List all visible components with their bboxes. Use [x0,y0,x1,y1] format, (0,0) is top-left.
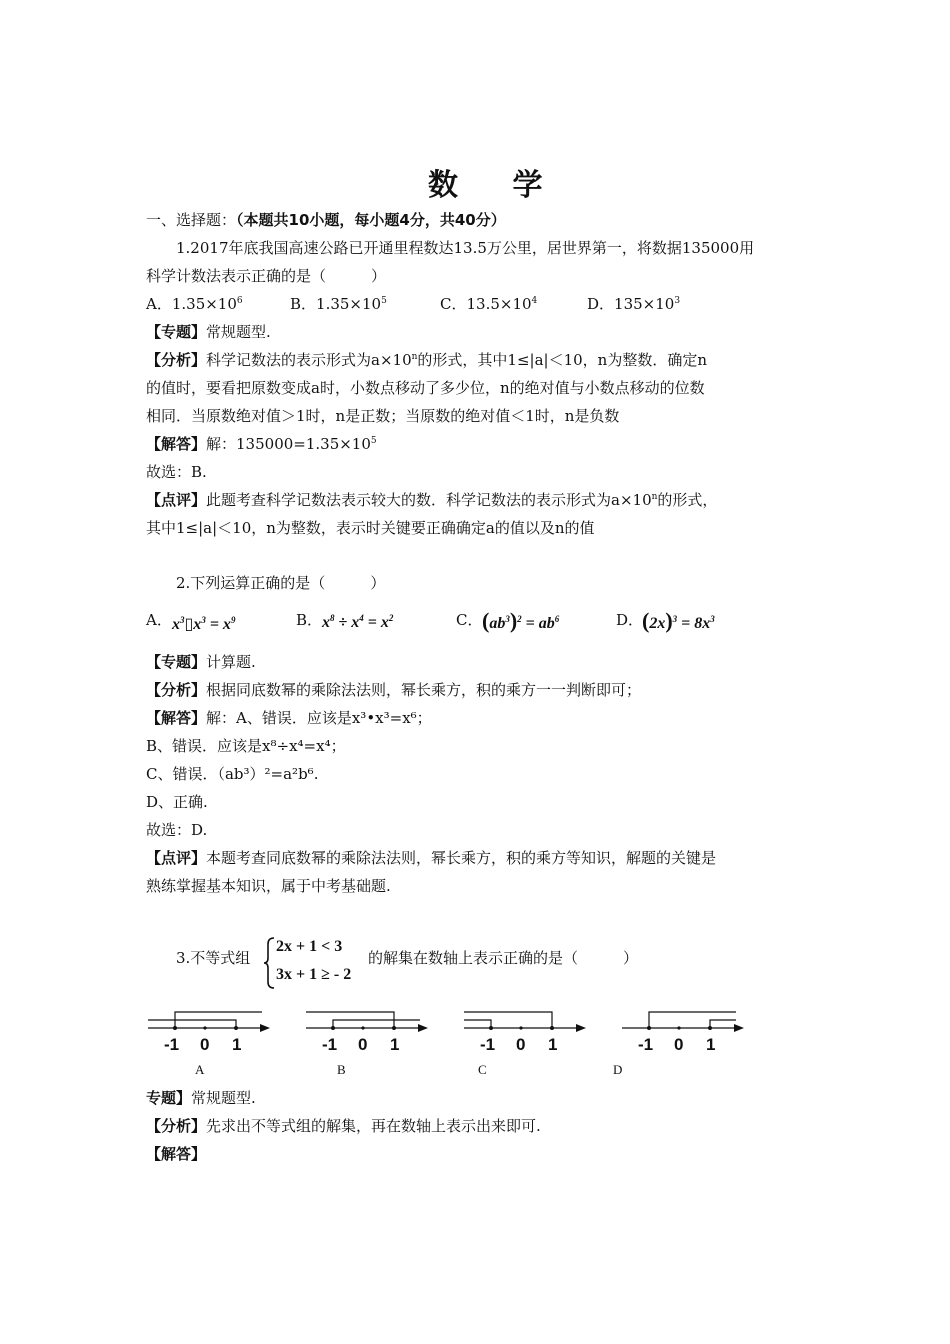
q3-option-a-letter: A [195,1062,205,1077]
q1-stem-line1: 1.2017年底我国高速公路已开通里程数达13.5万公里，居世界第一，将数据135000用 [176,239,755,257]
tick-label-a-neg1: -1 [164,1035,180,1054]
q2-option-d-label: D． [616,611,644,629]
q3-inequality-1: 2x + 1 < 3 [276,938,343,955]
q3-analysis: 【分析】先求出不等式组的解集，再在数轴上表示出来即可. [146,1117,541,1135]
q1-option-a: A．$1.35\times 10^6$ [146,295,243,313]
q2-answer-line2: B、错误．应该是x⁸÷x⁴=x⁴； [146,737,346,755]
tick-label-d-0: 0 [674,1035,684,1054]
q3-brace-icon [262,936,276,990]
q1-option-d: D．$135\times 10^3$ [587,295,681,313]
q2-topic: 【专题】计算题. [146,653,256,671]
q2-option-c-label: C． [456,611,483,629]
number-line-c [464,1012,586,1054]
q1-analysis-line2: 的值时，要看把原数变成a时，小数点移动了多少位，n的绝对值与小数点移动的位数 [146,379,705,397]
q1-option-b: B．$1.35\times 10^5$ [290,295,387,313]
section-header [146,210,506,230]
section-prefix: 一、选择题： [146,211,237,229]
q2-stem: 2.下列运算正确的是（ ） [176,574,386,592]
q2-option-a-formula: $x^3▯x^3 = x^9$ [172,615,236,633]
number-line-b [306,1012,428,1054]
tick-label-c-1: 1 [548,1035,558,1054]
q1-analysis-line1: 【分析】科学记数法的表示形式为$a\times 10^n$的形式，其中1≤|a|＜10，n为整数．确定n [146,351,707,369]
q2-answer-line1: 【解答】解：A、错误．应该是x³•x³=x⁶； [146,709,432,727]
q2-comment-line1: 【点评】本题考查同底数幂的乘除法法则，幂长乘方，积的乘方等知识，解题的关键是 [146,849,717,867]
q3-stem-prefix: 3.不等式组 [176,949,251,967]
tick-label-c-0: 0 [516,1035,526,1054]
q3-stem-suffix: 的解集在数轴上表示正确的是（ ） [368,949,639,967]
q1-choice: 故选：B. [146,463,207,481]
q2-option-d-formula: $(2x)^3 = 8x^3$ [642,608,715,633]
q3-topic: 专题】常规题型. [146,1089,256,1107]
q1-stem-line2: 科学计数法表示正确的是（ ） [146,267,387,285]
q1-topic: 【专题】常规题型. [146,323,271,341]
q2-option-c-formula: $(ab^3)^2 = ab^6$ [482,608,560,633]
q3-inequality-2: 3x + 1 ≥ - 2 [276,966,352,983]
q2-analysis: 【分析】根据同底数幂的乘除法法则，幂长乘方，积的乘方一一判断即可； [146,681,642,699]
q3-option-b-letter: B [337,1062,346,1077]
tick-label-b-neg1: -1 [322,1035,338,1054]
q1-comment-line2: 其中1≤|a|＜10，n为整数，表示时关键要正确确定a的值以及n的值 [146,519,595,537]
number-line-d [622,1012,744,1054]
q3-number-lines [140,1000,760,1056]
q3-option-d-letter: D [613,1062,623,1077]
q3-option-c-letter: C [478,1062,487,1077]
section-note: （本题共10小题，每小题4分，共40分） [236,211,506,229]
page-title: 数 学 [428,168,565,203]
q1-analysis-line3: 相同．当原数绝对值＞1时，n是正数；当原数的绝对值＜1时，n是负数 [146,407,620,425]
q2-choice: 故选：D. [146,821,208,839]
q2-option-b-formula: $x^8 \div x^4 = x^2$ [322,613,394,631]
tick-label-b-0: 0 [358,1035,368,1054]
q2-comment-line2: 熟练掌握基本知识，属于中考基础题. [146,877,391,895]
q3-answer: 【解答】 [146,1145,207,1163]
tick-label-a-0: 0 [200,1035,210,1054]
tick-label-d-neg1: -1 [638,1035,654,1054]
tick-label-c-neg1: -1 [480,1035,496,1054]
q2-answer-line4: D、正确. [146,793,208,811]
tick-label-b-1: 1 [390,1035,400,1054]
q1-answer: 【解答】解：$135000=1.35\times 10^5$ [146,435,377,453]
q2-answer-line3: C、错误．（ab³）²=a²b⁶. [146,765,319,783]
tick-label-a-1: 1 [232,1035,242,1054]
q1-comment-line1: 【点评】此题考查科学记数法表示较大的数．科学记数法的表示形式为$a\times 10^n$的形式， [146,491,718,509]
tick-label-d-1: 1 [706,1035,716,1054]
q1-option-c: C．$13.5\times 10^4$ [440,295,538,313]
q2-option-a-label: A． [146,611,172,629]
q2-option-b-label: B． [296,611,323,629]
number-line-a [148,1012,270,1054]
